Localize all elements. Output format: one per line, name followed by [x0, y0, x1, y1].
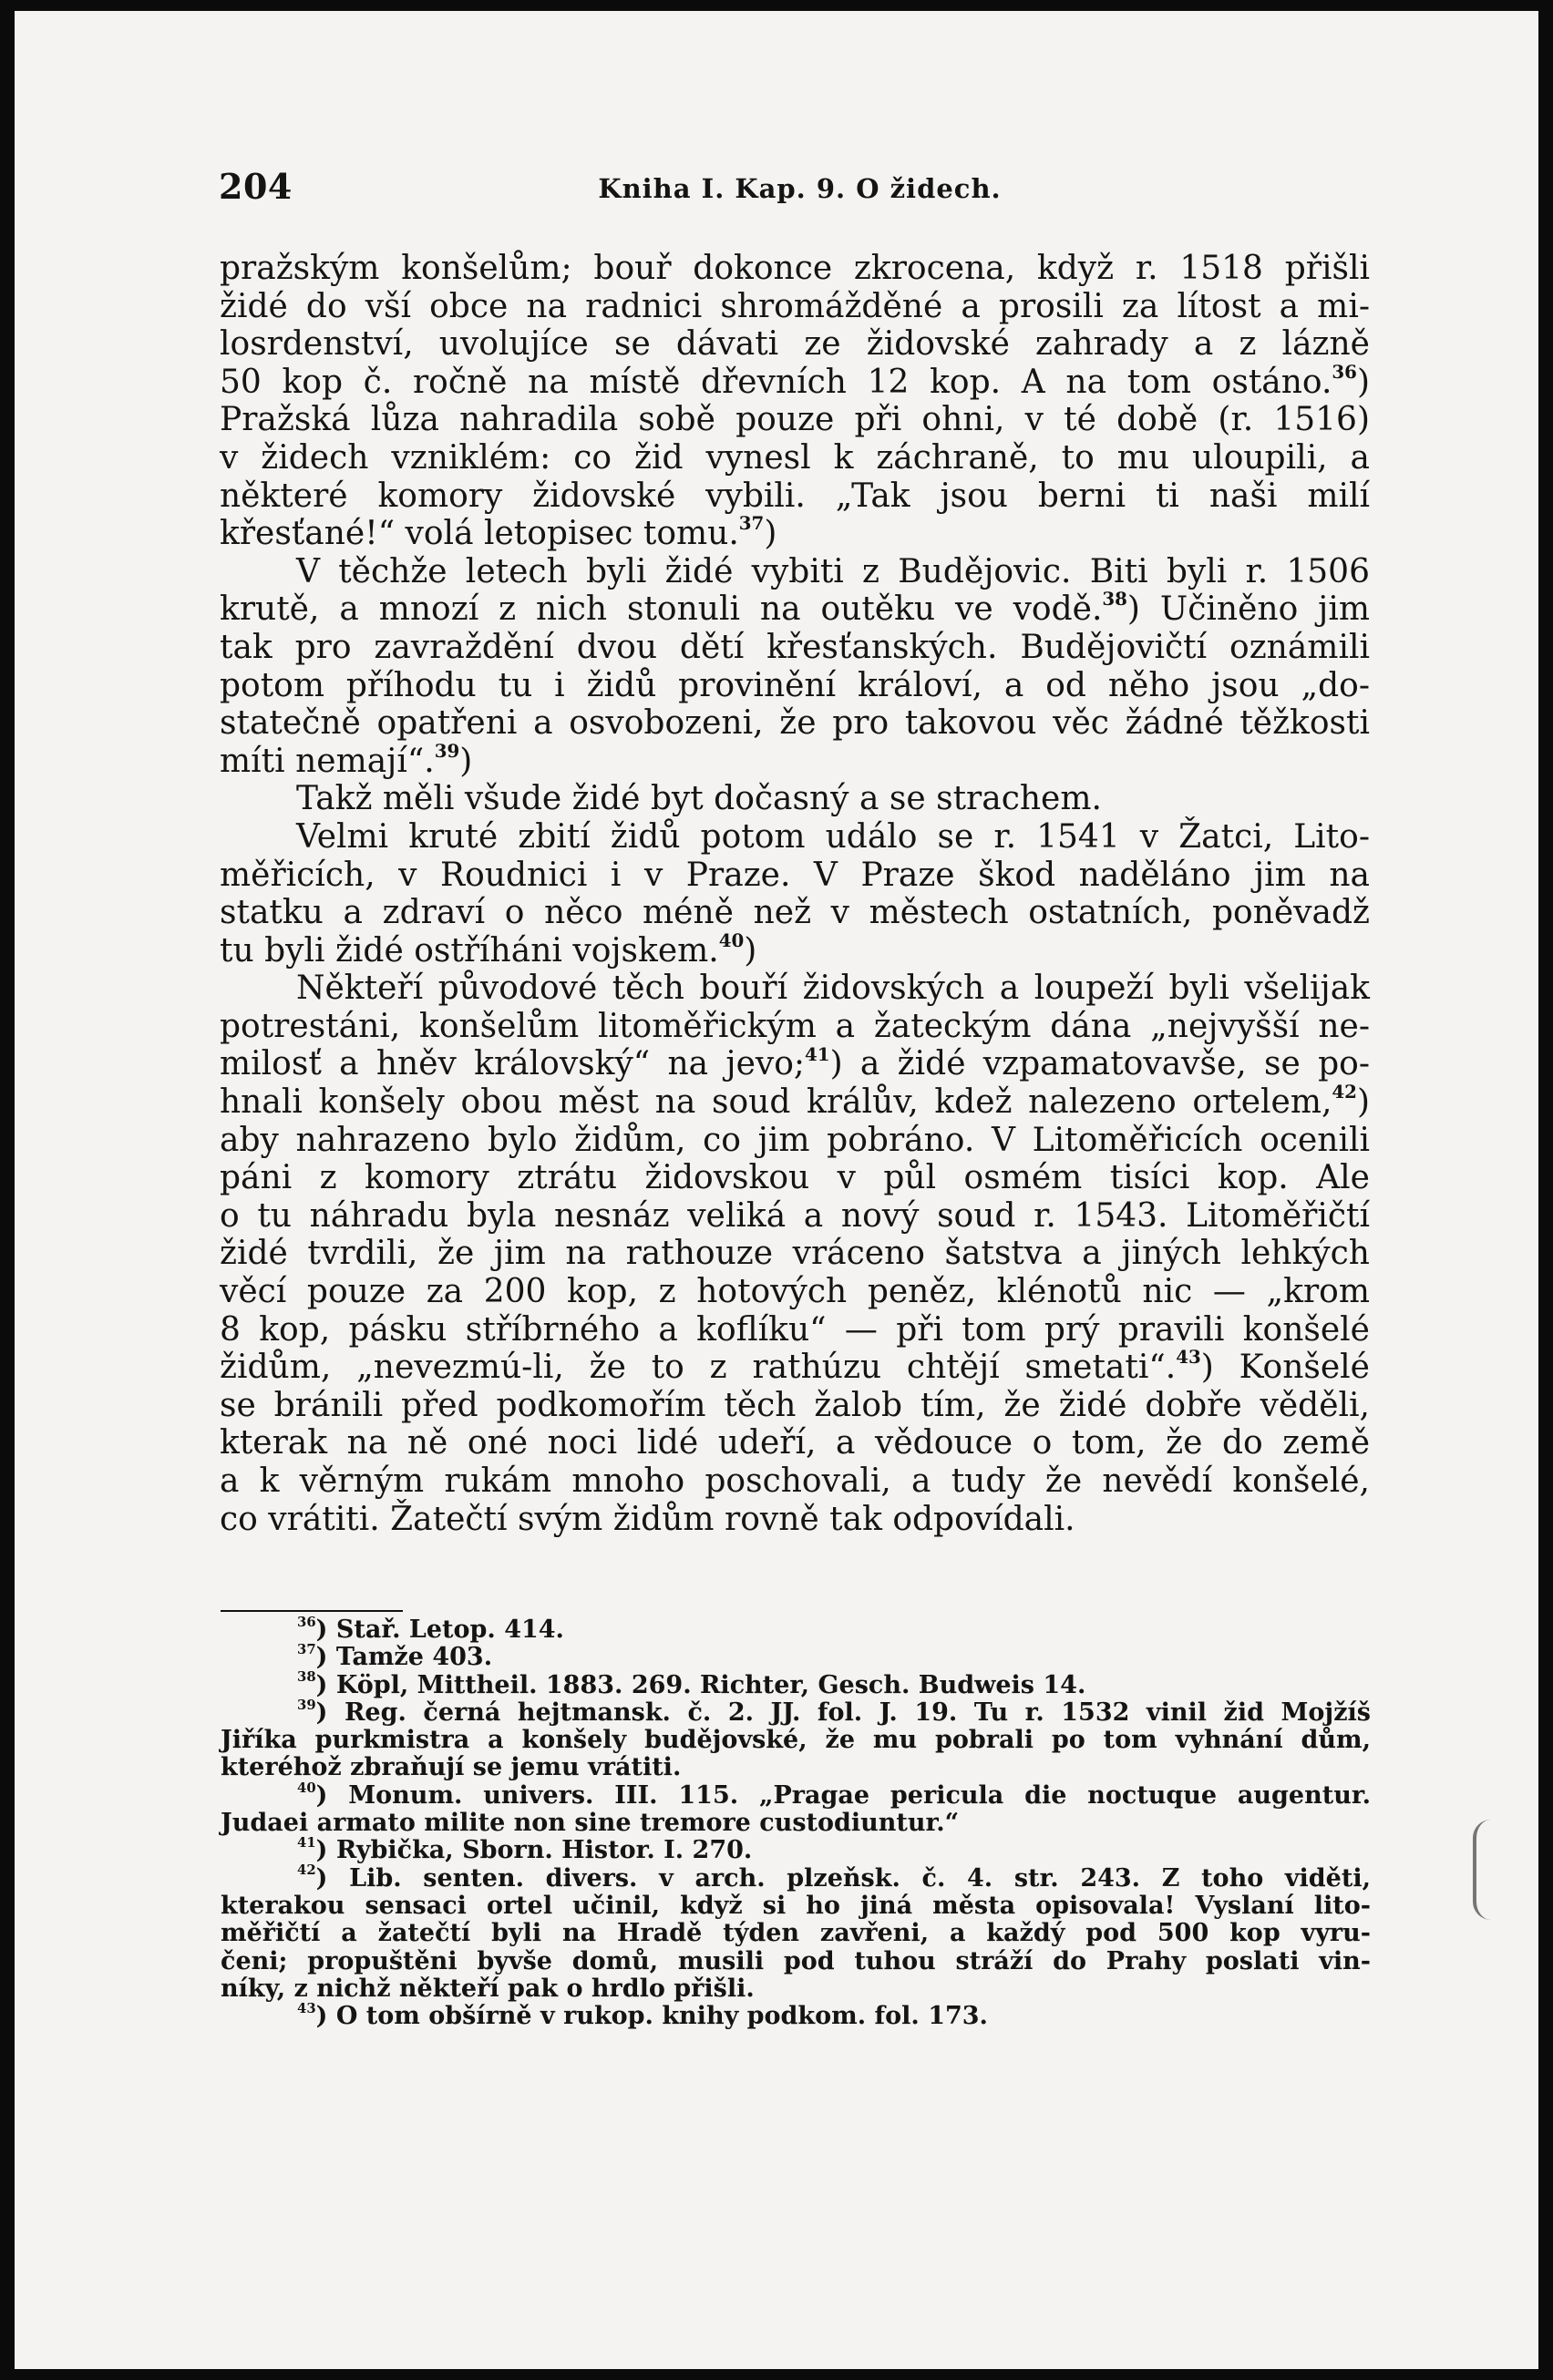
footnote: $^{36}$) Stař. Letop. 414. [297, 1613, 564, 1644]
footnote-mark: 37 [297, 1641, 316, 1658]
text-line: o tu náhradu byla nesnáz veliká a nový soud r. 1543. Litoměřičtí [220, 1196, 1370, 1235]
footnote-ref: 36 [1332, 360, 1357, 383]
text-line: aby nahrazeno bylo židům, co jim pobráno. V Litoměřicích ocenili [220, 1121, 1370, 1159]
text-line: tak pro zavraždění dvou dětí křesťanských. Budějovičtí oznámili [220, 628, 1370, 666]
text-line: se bránili před podkomořím těch žalob tím, že židé dobře věděli, [220, 1386, 1370, 1424]
text-line: V těchže letech byli židé vybiti z Budějovic. Biti byli r. 1506 [296, 552, 1370, 590]
footnote-mark: 41 [297, 1834, 316, 1852]
footnote-ref: 39 [434, 739, 460, 762]
footnote-ref: 37 [738, 512, 765, 535]
footnote: $^{39}$) Reg. černá hejtmansk. č. 2. JJ. fol. J. 19. Tu r. 1532 vinil žid Mojžíš [297, 1696, 1371, 1727]
text-line: křesťané!“ volá letopisec tomu.$^{37}$) [220, 512, 777, 553]
footnote-line: níky, z nichž někteří pak o hrdlo přišli. [221, 1974, 755, 2003]
text-line: Velmi kruté zbití židů potom událo se r. 1541 v Žatci, Lito- [296, 817, 1370, 856]
footnote-line: kteréhož zbraňují se jemu vrátiti. [221, 1753, 682, 1782]
footnote: $^{43}$) O tom obšírně v rukop. knihy podkom. fol. 173. [297, 1999, 988, 2031]
text-line: 50 kop č. ročně na místě dřevních 12 kop. A na tom ostáno.$^{36}$) [220, 360, 1370, 401]
text-line: kterak na ně oné noci lidé udeří, a vědouce o tom, že do země [220, 1424, 1370, 1462]
footnote-line: Jiříka purkmistra a konšely budějovské, že mu pobrali po tom vyhnání dům, [221, 1726, 1371, 1755]
footnote: $^{40}$) Monum. univers. III. 115. „Pragae pericula die noctuque augentur. [297, 1779, 1371, 1810]
text-line: potrestáni, konšelům litoměřickým a žateckým dána „nejvyšší ne- [220, 1007, 1370, 1045]
footnote-mark: 38 [297, 1668, 316, 1686]
text-line: v židech vzniklém: co žid vynesl k záchraně, to mu uloupili, a [220, 438, 1370, 477]
footnote: $^{41}$) Rybička, Sborn. Histor. I. 270. [297, 1834, 753, 1865]
footnote-ref: 38 [1102, 588, 1127, 610]
page-header [219, 166, 1381, 221]
text-line: potom příhodu tu i židů provinění královí, a od něho jsou „do- [220, 666, 1370, 704]
footnote-line: kterakou sensaci ortel učinil, když si ho jiná města opisovala! Vyslaní lito- [221, 1891, 1371, 1920]
footnote-ref: 40 [718, 928, 745, 951]
text-line: některé komory židovské vybili. „Tak jsou berni ti naši milí [220, 477, 1370, 515]
footnote-ref: 41 [805, 1042, 830, 1065]
text-line: tu byli židé ostříháni vojskem.$^{40}$) [220, 928, 757, 969]
footnote: $^{38}$) Köpl, Mittheil. 1883. 269. Richter, Gesch. Budweis 14. [297, 1668, 1086, 1699]
footnote-mark: 36 [297, 1613, 316, 1630]
footnote-mark: 43 [297, 1999, 316, 2016]
body-text [220, 250, 1370, 1538]
text-line: věcí pouze za 200 kop, z hotových peněz, klénotů nic — „krom [220, 1273, 1370, 1311]
text-line: krutě, a mnozí z nich stonuli na outěku ve vodě.$^{38}$) Učiněno jim [220, 588, 1370, 629]
text-line: míti nemají“.$^{39}$) [220, 739, 473, 780]
footnote-ref: 43 [1176, 1346, 1201, 1369]
text-line: milosť a hněv královský“ na jevo;$^{41}$) a židé vzpamatovavše, se po- [220, 1042, 1370, 1083]
text-line: losrdenství, uvolujíce se dávati ze židovské zahrady a z lázně [220, 325, 1370, 364]
footnotes [221, 1613, 1371, 2031]
text-line: Pražská lůza nahradila sobě pouze při ohni, v té době (r. 1516) [220, 401, 1370, 439]
footnote-line: čeni; propuštěni byvše domů, musili pod tuhou stráží do Prahy poslati vin- [221, 1946, 1371, 1975]
footnote-mark: 39 [297, 1696, 316, 1713]
footnote-line: měřičtí a žatečtí byli na Hradě týden zavřeni, a každý pod 500 kop vyru- [221, 1919, 1371, 1948]
text-line: Někteří původové těch bouří židovských a loupeží byli všelijak [296, 969, 1370, 1008]
text-line: židé do vší obce na radnici shromážděné a prosili za lítost a mi- [220, 287, 1370, 325]
text-line: měřicích, v Roudnici i v Praze. V Praze škod naděláno jim na [220, 856, 1370, 894]
text-line: co vrátiti. Žatečtí svým židům rovně tak odpovídali. [220, 1500, 1075, 1538]
footnote: $^{37}$) Tamže 403. [297, 1641, 493, 1672]
footnote-ref: 42 [1332, 1081, 1357, 1103]
footnote-line: Judaei armato milite non sine tremore custodiuntur.“ [221, 1809, 960, 1838]
text-line: pražským konšelům; bouř dokonce zkrocena, když r. 1518 přišli [220, 250, 1370, 287]
footnote-divider [221, 1610, 403, 1612]
text-line: statku a zdraví o něco méně než v městech ostatních, poněvadž [220, 894, 1370, 932]
text-line: hnali konšely obou měst na soud králův, kdež nalezeno ortelem,$^{42}$) [220, 1081, 1370, 1122]
paper-stain [1473, 1820, 1517, 1920]
footnote-mark: 40 [297, 1779, 316, 1796]
text-line: 8 kop, pásku stříbrného a koflíku“ — při tom prý pravili konšelé [220, 1310, 1370, 1349]
book-page [15, 11, 1538, 2369]
text-line: a k věrným rukám mnoho poschovali, a tudy že nevědí konšelé, [220, 1462, 1370, 1500]
text-line: páni z komory ztrátu židovskou v půl osmém tisíci kop. Ale [220, 1159, 1370, 1197]
text-line: židům, „nevezmú-li, že to z rathúzu chtějí smetati“.$^{43}$) Konšelé [220, 1346, 1370, 1387]
footnote-mark: 42 [297, 1862, 316, 1879]
text-line: Takž měli všude židé byt dočasný a se strachem. [296, 780, 1102, 818]
text-line: židé tvrdili, že jim na rathouze vráceno šatstva a jiných lehkých [220, 1235, 1370, 1273]
footnote: $^{42}$) Lib. senten. divers. v arch. plzeňsk. č. 4. str. 243. Z toho viděti, [297, 1862, 1371, 1893]
running-title: Kniha I. Kap. 9. O židech. [598, 173, 1002, 204]
page-number: 204 [219, 166, 293, 207]
text-line: statečně opatřeni a osvobozeni, že pro takovou věc žádné těžkosti [220, 704, 1370, 743]
